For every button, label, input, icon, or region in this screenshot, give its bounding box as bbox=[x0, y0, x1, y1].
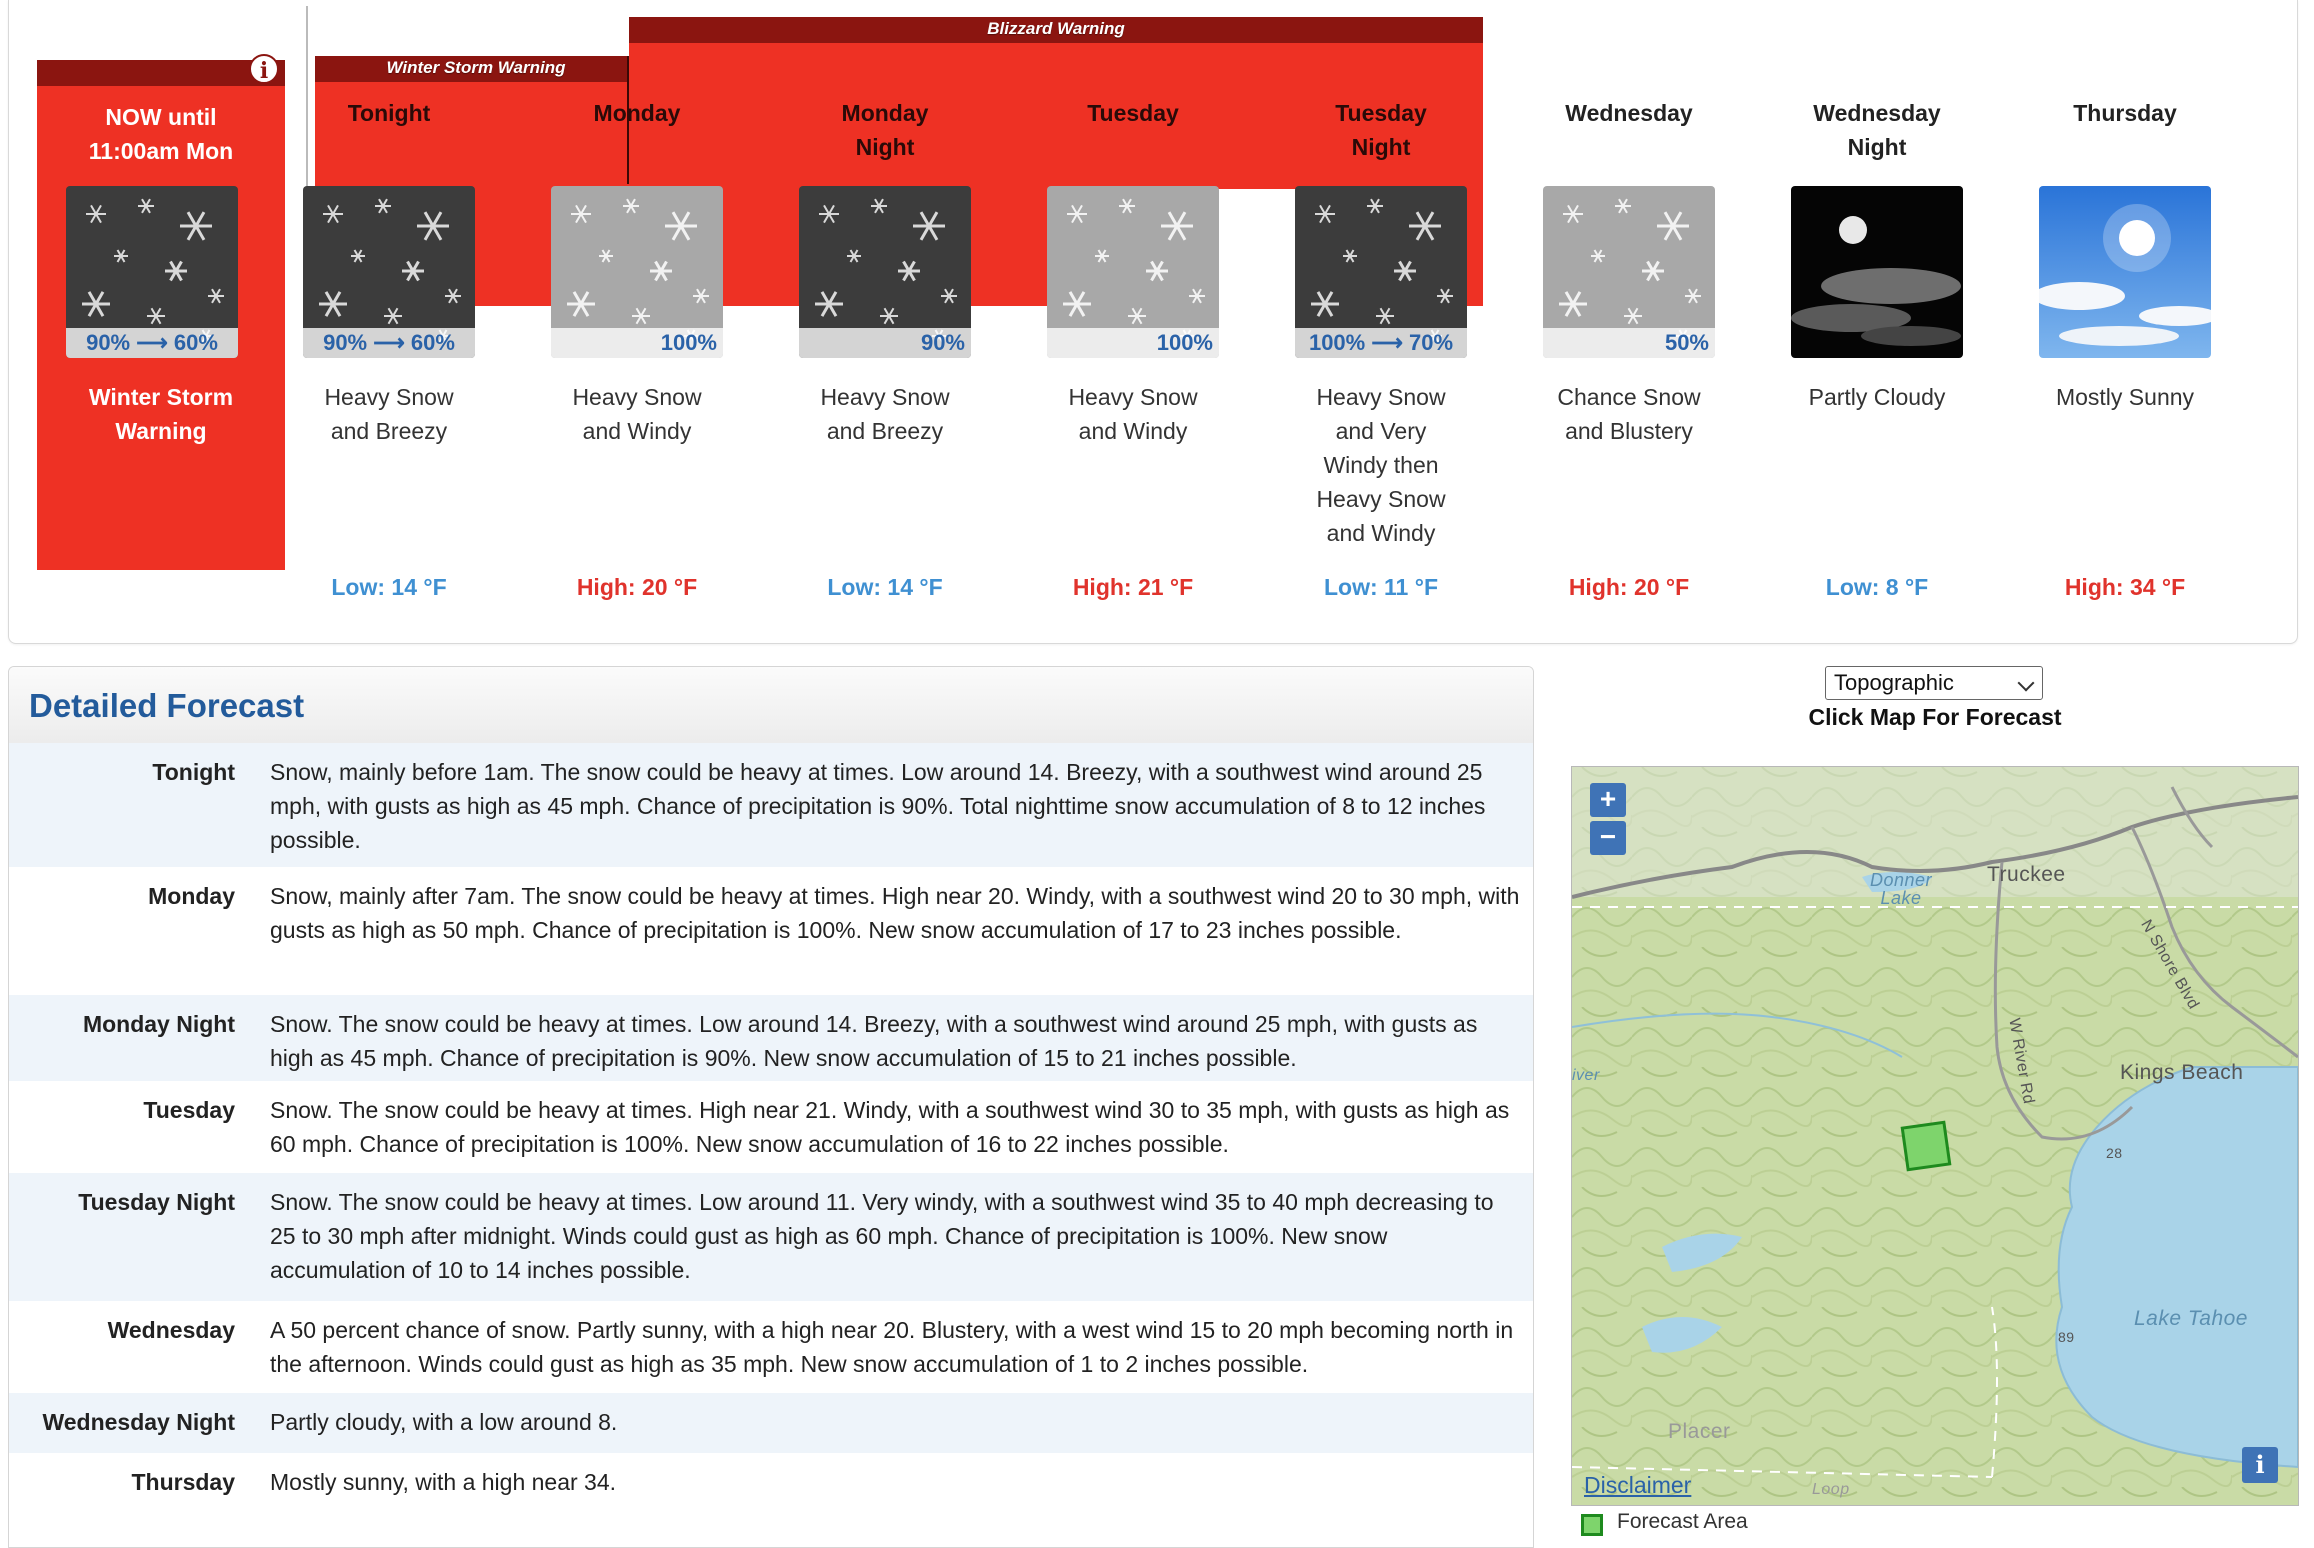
period-temperature: Low: 14 °F bbox=[331, 574, 447, 600]
detailed-period-label: Wednesday Night bbox=[42, 1409, 235, 1435]
map-label-river: iver bbox=[1572, 1067, 1600, 1084]
now-snow-tile bbox=[66, 186, 238, 358]
map-label-lake-tahoe: Lake Tahoe bbox=[2134, 1307, 2248, 1330]
period-name: Tuesday Night bbox=[1335, 100, 1427, 160]
map-type-select[interactable] bbox=[1825, 666, 2043, 700]
precip-chance: 100% ⟶ 70% bbox=[1295, 328, 1467, 358]
detailed-forecast-header bbox=[9, 667, 1533, 744]
now-hazard-label-text: Winter Storm Warning bbox=[88, 384, 234, 444]
map-info-button[interactable]: i bbox=[2242, 1447, 2278, 1483]
detailed-forecast-row bbox=[9, 1301, 1533, 1393]
forecast-area-marker[interactable] bbox=[1902, 1122, 1949, 1169]
detailed-period-text: Mostly sunny, with a high near 34. bbox=[270, 1469, 617, 1495]
map-label-placer: Placer bbox=[1668, 1420, 1731, 1443]
period-description: Heavy Snow and Breezy bbox=[820, 384, 950, 444]
forecast-map[interactable] bbox=[1571, 766, 2299, 1506]
period-temperature: High: 20 °F bbox=[1568, 574, 1690, 600]
detailed-period-label: Monday bbox=[148, 883, 235, 909]
period-description: Heavy Snow and Windy bbox=[572, 384, 702, 444]
detailed-period-text: Snow, mainly before 1am. The snow could be heavy at times. Low around 14. Breezy, with a southwest wind around 25 mph, with gusts as high as 45 mph. Chance of precipitation is 90%. Total nighttime snow accumulation of 8 to 12 inches possible. bbox=[270, 759, 1486, 853]
period-description: Partly Cloudy bbox=[1808, 384, 1946, 410]
detailed-forecast-row bbox=[9, 995, 1533, 1081]
map-label-donner-lake-text: Donner Lake bbox=[1870, 870, 1933, 908]
now-pop: 90% ⟶ 60% bbox=[66, 328, 238, 358]
map-label-route-28: 28 bbox=[2106, 1145, 2123, 1161]
map-label-loop: Loop bbox=[1812, 1481, 1850, 1498]
detailed-period-text: Partly cloudy, with a low around 8. bbox=[270, 1409, 618, 1435]
map-type-value: Topographic bbox=[1834, 670, 1954, 695]
now-title bbox=[37, 100, 285, 168]
period-name: Monday bbox=[593, 100, 681, 126]
precip-chance: 90% bbox=[799, 328, 971, 358]
map-label-w-river-rd: W River Rd bbox=[2005, 1017, 2038, 1106]
detailed-forecast-row bbox=[9, 1081, 1533, 1173]
precip-chance: 90% ⟶ 60% bbox=[303, 328, 475, 358]
period-description: Heavy Snow and Breezy bbox=[324, 384, 454, 444]
period-description: Heavy Snow and Very Windy then Heavy Snow and Windy bbox=[1316, 384, 1446, 546]
period-temperature: Low: 11 °F bbox=[1324, 574, 1438, 600]
period-temperature: Low: 14 °F bbox=[827, 574, 943, 600]
detailed-period-text: A 50 percent chance of snow. Partly sunny, with a high near 20. Blustery, with a west wind 15 to 20 mph becoming north in the afternoon. Winds could gust as high as 35 mph. New snow accumulation of 1 to 2 inches possible. bbox=[270, 1317, 1514, 1377]
detailed-forecast-row bbox=[9, 1173, 1533, 1301]
winter-storm-warning-label[interactable]: Winter Storm Warning bbox=[315, 56, 637, 82]
period-name: Tonight bbox=[347, 100, 431, 126]
now-hazard-header bbox=[37, 60, 285, 86]
precip-chance: 50% bbox=[1543, 328, 1715, 358]
chevron-down-icon bbox=[2018, 675, 2035, 692]
forecast-area-swatch bbox=[1581, 1514, 1603, 1536]
topographic-map[interactable] bbox=[1572, 767, 2298, 1505]
zoom-in-button[interactable]: + bbox=[1590, 783, 1626, 817]
period-tile[interactable] bbox=[1791, 186, 1963, 358]
detailed-period-text: Snow. The snow could be heavy at times. High near 21. Windy, with a southwest wind 30 to 35 mph, with gusts as high as 60 mph. Chance of precipitation is 100%. New snow accumulation of 16 to 22 inches possible. bbox=[270, 1097, 1510, 1157]
period-name: Tuesday bbox=[1087, 100, 1179, 126]
legend-label: Forecast Area bbox=[1617, 1510, 1748, 1533]
period-tile[interactable] bbox=[799, 186, 971, 358]
detailed-forecast-row bbox=[9, 743, 1533, 867]
period-temperature: High: 34 °F bbox=[2064, 574, 2186, 600]
period-description: Chance Snow and Blustery bbox=[1557, 384, 1701, 444]
map-caption: Click Map For Forecast bbox=[1808, 704, 2062, 730]
map-label-truckee: Truckee bbox=[1987, 863, 2066, 886]
period-tile[interactable] bbox=[2039, 186, 2211, 358]
detailed-period-label: Wednesday bbox=[107, 1317, 235, 1343]
detailed-forecast-row bbox=[9, 1393, 1533, 1453]
period-name: Wednesday bbox=[1565, 100, 1693, 126]
period-tile[interactable] bbox=[1047, 186, 1219, 358]
period-name: Thursday bbox=[2073, 100, 2177, 126]
zoom-out-button[interactable]: − bbox=[1590, 821, 1626, 855]
period-description: Heavy Snow and Windy bbox=[1068, 384, 1198, 444]
detailed-period-label: Thursday bbox=[131, 1469, 235, 1495]
detailed-period-label: Tuesday bbox=[143, 1097, 235, 1123]
now-hazard-label bbox=[37, 380, 285, 448]
period-tile[interactable] bbox=[1295, 186, 1467, 358]
detailed-period-text: Snow. The snow could be heavy at times. Low around 11. Very windy, with a southwest wind 35 to 40 mph decreasing to 25 to 30 mph after midnight. Winds could gust as high as 60 mph. Chance of precipitation is 100%. New snow accumulation of 10 to 14 inches possible. bbox=[270, 1189, 1494, 1283]
detailed-period-text: Snow. The snow could be heavy at times. Low around 14. Breezy, with a southwest wind around 25 mph, with gusts as high as 45 mph. Chance of precipitation is 90%. New snow accumulation of 15 to 21 inches possible. bbox=[270, 1011, 1478, 1071]
now-title-text: NOW until 11:00am Mon bbox=[88, 104, 234, 164]
detailed-forecast-title: Detailed Forecast bbox=[29, 687, 305, 724]
period-tile[interactable] bbox=[303, 186, 475, 358]
detailed-period-text: Snow, mainly after 7am. The snow could be heavy at times. High near 20. Windy, with a southwest wind 20 to 30 mph, with gusts as high as 50 mph. Chance of precipitation is 100%. New snow accumulation of 17 to 23 inches possible. bbox=[270, 883, 1520, 943]
period-name: Monday Night bbox=[841, 100, 929, 160]
precip-chance: 100% bbox=[1047, 328, 1219, 358]
detailed-period-label: Monday Night bbox=[82, 1011, 235, 1037]
period-temperature: Low: 8 °F bbox=[1825, 574, 1929, 600]
map-label-kings-beach: Kings Beach bbox=[2120, 1061, 2244, 1084]
period-tile[interactable] bbox=[1543, 186, 1715, 358]
map-label-donner-lake bbox=[1870, 871, 1932, 907]
seven-day-forecast bbox=[8, 0, 2298, 644]
period-tile[interactable] bbox=[551, 186, 723, 358]
detailed-forecast bbox=[8, 666, 1534, 1548]
detailed-period-label: Tuesday Night bbox=[78, 1189, 235, 1215]
map-label-route-89: 89 bbox=[2058, 1329, 2075, 1345]
info-icon[interactable]: i bbox=[249, 54, 279, 84]
detailed-period-label: Tonight bbox=[152, 759, 235, 785]
precip-chance: 100% bbox=[551, 328, 723, 358]
period-description: Mostly Sunny bbox=[2055, 384, 2195, 410]
mostly-sunny-icon bbox=[2039, 186, 2211, 358]
period-temperature: High: 21 °F bbox=[1072, 574, 1194, 600]
disclaimer-link[interactable]: Disclaimer bbox=[1584, 1472, 1692, 1498]
period-temperature: High: 20 °F bbox=[576, 574, 698, 600]
detailed-forecast-row bbox=[9, 867, 1533, 995]
blizzard-warning-label[interactable]: Blizzard Warning bbox=[629, 17, 1483, 43]
period-name: Wednesday Night bbox=[1813, 100, 1941, 160]
detailed-forecast-row bbox=[9, 1453, 1533, 1515]
map-label-n-shore-blvd: N Shore Blvd bbox=[2137, 917, 2203, 1013]
partly-cloudy-night-icon bbox=[1791, 186, 1963, 358]
